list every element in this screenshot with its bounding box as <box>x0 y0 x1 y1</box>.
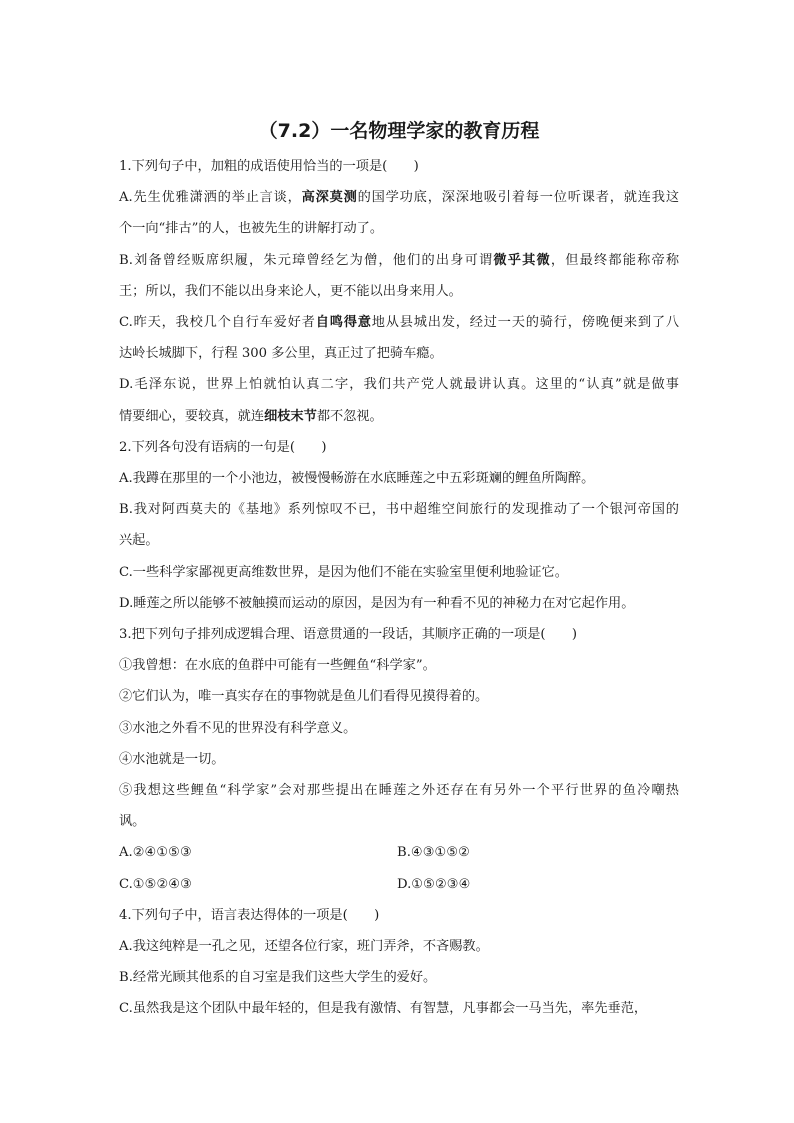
question-4-option-c: C.虽然我是这个团队中最年轻的，但是我有激情、有智慧，凡事都会一马当先，率先垂范， <box>119 1001 648 1017</box>
question-3-option-b: B.④③①⑤② <box>397 845 470 861</box>
question-3-option-a: A.②④①⑤③ <box>119 845 192 861</box>
option-text: 都不忽视。 <box>316 408 383 424</box>
question-1-option-d <box>119 369 679 431</box>
sentence-text: ⑤我想这些鲤鱼“科学家”会对那些提出在睡莲之外还存在有另外一个平行世界的鱼冷嘲热 <box>119 783 679 799</box>
question-1 <box>119 151 679 432</box>
question-4-option-a: A.我这纯粹是一孔之见，还望各位行家，班门弄斧，不吝赐教。 <box>119 939 489 955</box>
question-1-option-c <box>119 307 679 369</box>
question-3-stem: 3.把下列句子排列成逻辑合理、语意贯通的一段话，其顺序正确的一项是( ) <box>119 627 578 643</box>
question-3-options-row-1 <box>119 837 679 868</box>
option-text: ，但最终都能称帝称 <box>550 252 680 268</box>
option-text: 个一向“排古”的人，也被先生的讲解打动了。 <box>119 221 384 237</box>
question-3-option-c: C.①⑤②④③ <box>119 876 192 892</box>
option-text: B.刘备曾经贩席织履，朱元璋曾经乞为僧，他们的出身可谓 <box>119 252 494 268</box>
question-1-option-a <box>119 182 679 244</box>
option-text: 王；所以，我们不能以出身来论人，更不能以出身来用人。 <box>119 283 462 299</box>
question-1-stem: 1.下列句子中，加粗的成语使用恰当的一项是( ) <box>119 159 419 174</box>
question-4-option-b: B.经常光顾其他系的自习室是我们这些大学生的爱好。 <box>119 970 437 986</box>
question-1-option-b <box>119 245 679 307</box>
option-text: B.我对阿西莫夫的《基地》系列惊叹不已，书中超维空间旅行的发现推动了一个银河帝国的 <box>119 502 679 518</box>
option-text: 兴起。 <box>119 533 159 549</box>
question-2-option-d: D.睡莲之所以能够不被触摸而运动的原因，是因为有一种看不见的神秘力在对它起作用。 <box>119 595 635 611</box>
option-text: A.先生优雅潇洒的举止言谈， <box>119 190 302 206</box>
sentence-text: 讽。 <box>119 814 146 830</box>
document-page <box>119 118 679 1025</box>
question-2-option-c: C.一些科学家鄙视更高维数世界，是因为他们不能在实验室里便利地验证它。 <box>119 564 568 580</box>
question-4 <box>119 900 679 1025</box>
option-text: C.昨天，我校几个自行车爱好者 <box>119 315 316 331</box>
option-text: 达岭长城脚下，行程 300 多公里，真正过了把骑车瘾。 <box>119 346 443 362</box>
sentence-3: ③水池之外看不见的世界没有科学意义。 <box>119 720 357 736</box>
question-2 <box>119 432 679 619</box>
option-text: D.毛泽东说，世界上怕就怕认真二字，我们共产党人就最讲认真。这里的“认真”就是做事 <box>119 377 679 393</box>
question-3 <box>119 619 679 900</box>
bold-idiom: 自鸣得意 <box>315 315 372 331</box>
bold-idiom: 细枝末节 <box>264 408 317 424</box>
question-3-option-d: D.①⑤②③④ <box>397 876 471 892</box>
option-text: 的国学功底，深深地吸引着每一位听课者，就连我这 <box>357 190 680 206</box>
sentence-1: ①我曾想：在水底的鱼群中可能有一些鲤鱼“科学家”。 <box>119 658 436 674</box>
question-2-option-a: A.我蹲在那里的一个小池边，被慢慢畅游在水底睡莲之中五彩斑斓的鲤鱼所陶醉。 <box>119 471 595 487</box>
sentence-4: ④水池就是一切。 <box>119 751 225 767</box>
sentence-5 <box>119 775 679 837</box>
question-4-stem: 4.下列句子中，语言表达得体的一项是( ) <box>119 907 380 923</box>
option-text: 情要细心，要较真，就连 <box>119 408 265 424</box>
document-title: （7.2）一名物理学家的教育历程 <box>258 120 540 142</box>
question-3-options-row-2 <box>119 869 679 900</box>
bold-idiom: 高深莫测 <box>301 190 358 206</box>
question-2-stem: 2.下列各句没有语病的一句是( ) <box>119 439 327 455</box>
option-text: 地从县城出发，经过一天的骑行，傍晚便来到了八 <box>371 315 680 331</box>
bold-idiom: 微乎其微 <box>493 252 551 268</box>
question-2-option-b <box>119 494 679 556</box>
sentence-2: ②它们认为，唯一真实存在的事物就是鱼儿们看得见摸得着的。 <box>119 689 489 705</box>
